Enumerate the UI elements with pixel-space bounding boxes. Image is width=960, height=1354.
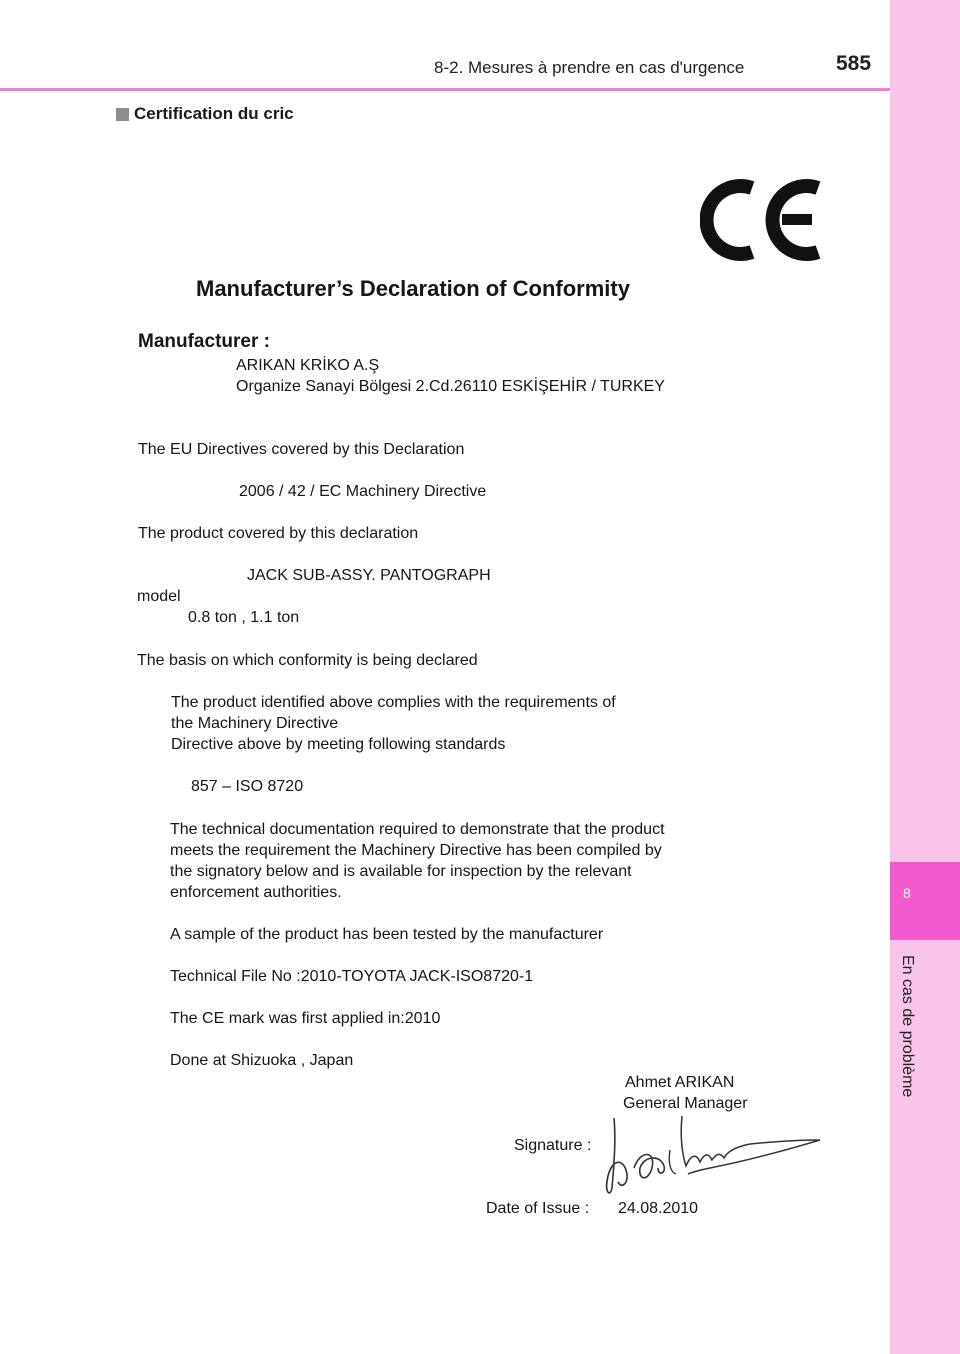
- chapter-title: En cas de problème: [899, 955, 916, 1098]
- basis-line: Directive above by meeting following standards: [171, 736, 506, 753]
- manufacturer-name: ARIKAN KRİKO A.Ş: [236, 357, 380, 374]
- section-path: 8-2. Mesures à prendre en cas d'urgence: [434, 58, 745, 77]
- technical-file: Technical File No :2010-TOYOTA JACK-ISO8720-1: [170, 968, 534, 985]
- directive: 2006 / 42 / EC Machinery Directive: [239, 483, 487, 500]
- section-heading: Certification du cric: [134, 104, 294, 123]
- ce-first-applied: The CE mark was first applied in:2010: [170, 1010, 441, 1027]
- basis-line: the Machinery Directive: [171, 715, 339, 732]
- signature-icon: [600, 1110, 830, 1200]
- manufacturer-address: Organize Sanayi Bölgesi 2.Cd.26110 ESKİŞEHİR / TURKEY: [236, 378, 665, 395]
- sample-tested: A sample of the product has been tested by the manufacturer: [170, 926, 604, 943]
- header-rule: [0, 88, 890, 91]
- date-label: Date of Issue :: [486, 1200, 590, 1217]
- done-at: Done at Shizuoka , Japan: [170, 1052, 354, 1069]
- declaration-title: Manufacturer’s Declaration of Conformity: [196, 276, 630, 301]
- signatory-name: Ahmet ARIKAN: [625, 1074, 735, 1091]
- model-values: 0.8 ton , 1.1 ton: [188, 609, 300, 626]
- tech-doc-line: The technical documentation required to demonstrate that the product: [170, 821, 665, 838]
- tech-doc-line: meets the requirement the Machinery Directive has been compiled by: [170, 842, 662, 859]
- side-tab-strip: [890, 0, 960, 1354]
- signatory-title: General Manager: [623, 1095, 748, 1112]
- tech-doc-line: enforcement authorities.: [170, 884, 342, 901]
- basis-heading: The basis on which conformity is being declared: [137, 652, 478, 669]
- directives-heading: The EU Directives covered by this Declaration: [138, 441, 465, 458]
- model-label: model: [137, 588, 181, 605]
- date-value: 24.08.2010: [618, 1200, 699, 1217]
- basis-line: The product identified above complies with the requirements of: [171, 694, 616, 711]
- standard: 857 – ISO 8720: [191, 778, 304, 795]
- manufacturer-label: Manufacturer :: [138, 331, 270, 352]
- chapter-number: 8: [903, 885, 911, 901]
- ce-mark-icon: [700, 172, 824, 268]
- page-number: 585: [836, 52, 872, 75]
- product-name: JACK SUB-ASSY. PANTOGRAPH: [247, 567, 491, 584]
- section-bullet-icon: [116, 108, 129, 121]
- tech-doc-line: the signatory below and is available for inspection by the relevant: [170, 863, 632, 880]
- chapter-tab: [890, 862, 960, 940]
- signature-label: Signature :: [514, 1137, 592, 1154]
- product-heading: The product covered by this declaration: [138, 525, 419, 542]
